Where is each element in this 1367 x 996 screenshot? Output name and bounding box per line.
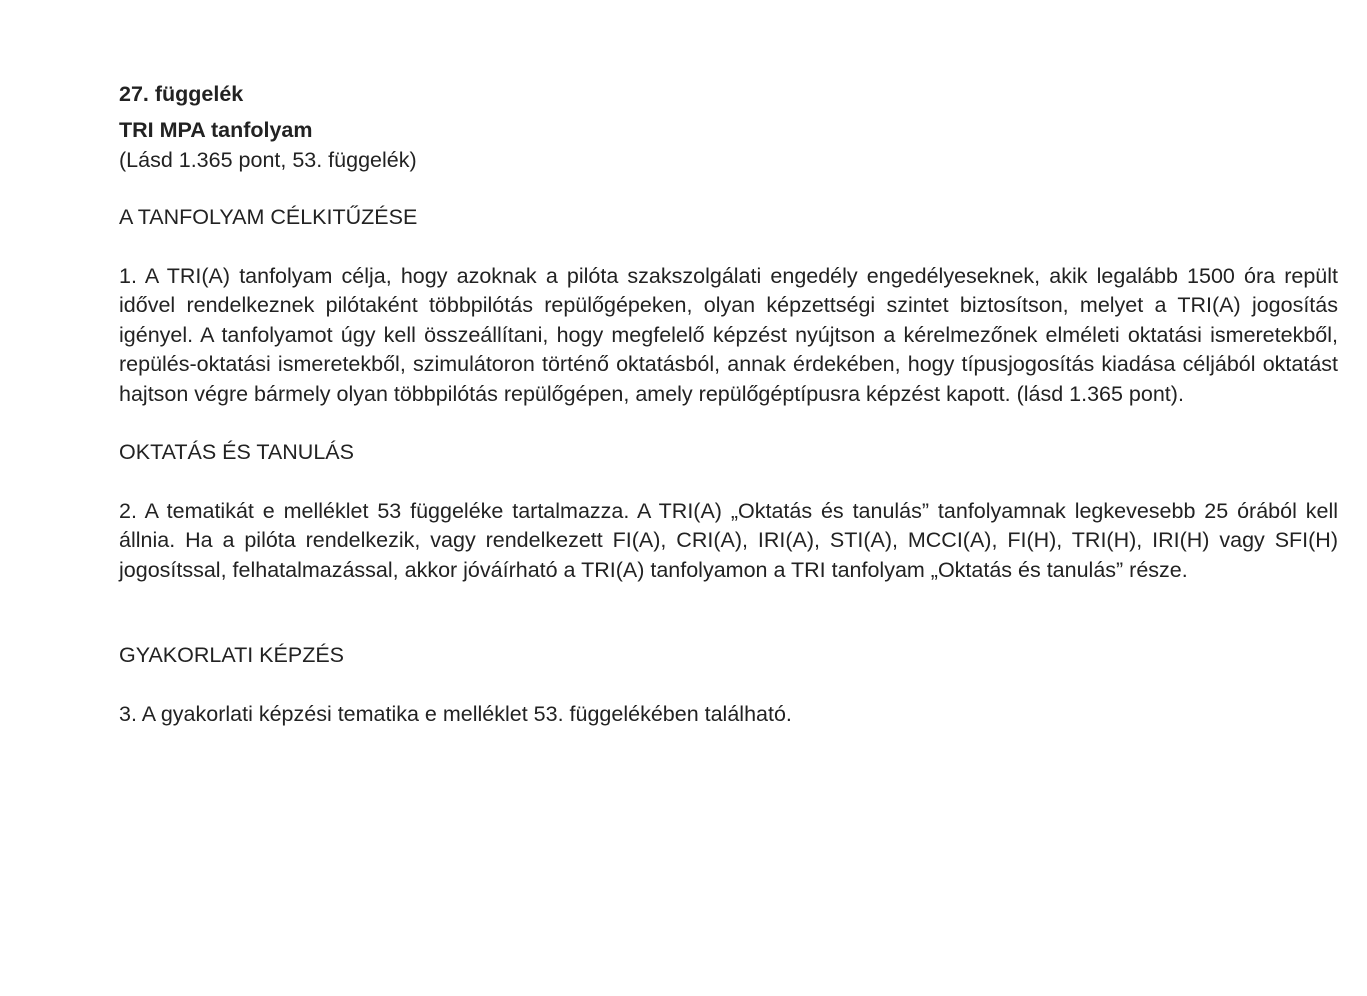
section-heading-teaching: OKTATÁS ÉS TANULÁS: [119, 440, 354, 464]
paragraph-practical: 3. A gyakorlati képzési tematika e melléklet 53. függelékében található.: [119, 701, 792, 726]
section-heading-objective: A TANFOLYAM CÉLKITŰZÉSE: [119, 205, 418, 229]
document-page: [119, 79, 1338, 729]
paragraph-objective: 1. A TRI(A) tanfolyam célja, hogy azoknak a pilóta szakszolgálati engedély engedélyeseknek, akik legalább 1500 óra repült idővel rendelkeznek pilótaként többpilótás repülőgépeken, olyan képzettségi szintet biztosítson, melyet a TRI(A) jogosítás igényel. A tanfolyamot úgy kell összeállítani, hogy megfelelő képzést nyújtson a kérelmezőnek elméleti oktatási ismeretekből, repülés-oktatási ismeretekből, szimulátoron történő oktatásból, annak érdekében, hogy típusjogosítás kiadása céljából oktatást hajtson végre bármely olyan többpilótás repülőgépen, amely repülőgéptípusra képzést kapott. (lásd 1.365 pont).: [119, 263, 1338, 406]
course-title: TRI MPA tanfolyam: [119, 118, 313, 142]
reference-note: (Lásd 1.365 pont, 53. függelék): [119, 148, 417, 172]
section-heading-practical: GYAKORLATI KÉPZÉS: [119, 643, 345, 667]
appendix-number: 27. függelék: [119, 82, 244, 106]
paragraph-teaching: 2. A tematikát e melléklet 53 függeléke tartalmazza. A TRI(A) „Oktatás és tanulás” tanfolyamnak legkevesebb 25 órából kell állnia. Ha a pilóta rendelkezik, vagy rendelkezett FI(A), CRI(A), IRI(A), STI(A), MCCI(A), FI(H), TRI(H), IRI(H) vagy SFI(H) jogosítssal, felhatalmazással, akkor jóváírható a TRI(A) tanfolyamon a TRI tanfolyam „Oktatás és tanulás” része.: [119, 498, 1338, 582]
